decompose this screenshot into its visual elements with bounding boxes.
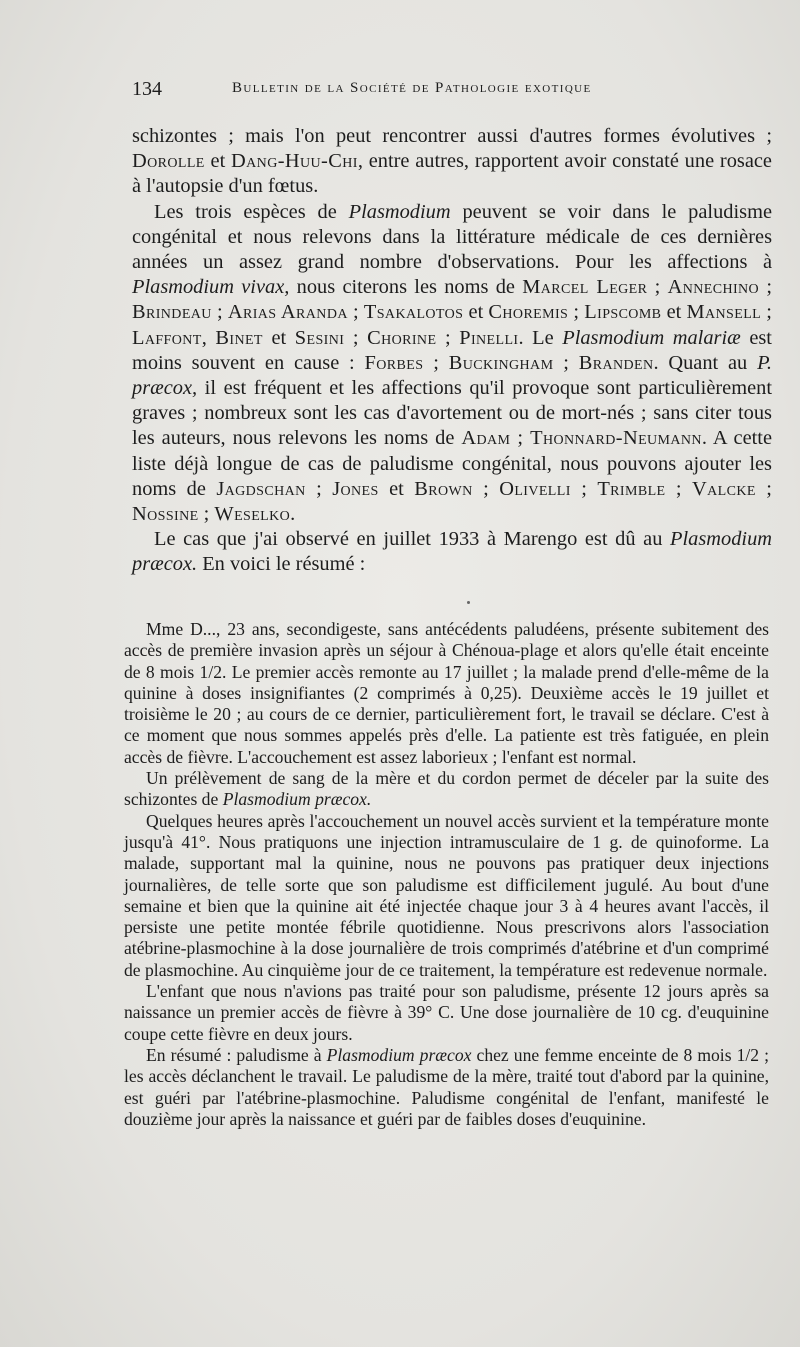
main-text xyxy=(132,124,772,578)
author-name: Branden xyxy=(578,351,654,374)
species-name: Plasmodium præcox xyxy=(326,1044,472,1065)
author-name: Laffont xyxy=(132,326,202,349)
case-summary: En résumé : paludisme à Plasmodium præcox chez une femme enceinte de 8 mois 1/2 ; les accès déclanchent le travail. Le paludisme de la mère, traité tout d'abord par la quinine, est guéri par l'atébrine-plasmochine. Paludisme congénital de l'enfant, manifesté le douzième jour après la naissance et guéri par de faibles doses d'euquinine. xyxy=(124,1044,770,1129)
case-paragraph: Quelques heures après l'accouchement un nouvel accès survient et la température monte jusqu'à 41°. Nous pratiquons une injection intramusculaire de 1 g. de quinoforme. La malade, supportant mal la quinine, nous ne pouvons pas pratiquer deux injections journalières, de telle sorte que son paludisme est difficilement jugulé. Au bout d'une semaine et bien que la quinine ait été injectée chaque jour 3 à 4 heures avant l'accès, il persiste une petite montée fébrile quotidienne. Nous prescrivons alors l'association atébrine-plasmochine à la dose journalière de trois comprimés d'atébrine et d'un comprimé de plasmochine. Au cinquième jour de ce traitement, la température est redevenue normale. xyxy=(124,810,769,980)
species-name: P. præcox, xyxy=(132,351,772,400)
author-name: Arias Aranda xyxy=(227,301,348,324)
author-name: Thonnard-Neumann xyxy=(530,427,702,450)
author-name: Valcke xyxy=(692,477,756,500)
author-name: Mansell xyxy=(686,301,762,324)
author-name: Brindeau xyxy=(132,301,212,324)
author-name: Tsakalotos xyxy=(363,301,464,324)
author-name: Jagdschan xyxy=(216,477,306,500)
case-report xyxy=(124,619,769,1130)
species-name: Plasmodium præcox. xyxy=(222,789,372,810)
author-name: Nossine xyxy=(132,503,199,526)
paragraph-literature: Les trois espèces de Plasmodium peuvent se voir dans le paludisme congénital et nous relevons dans la littérature médicale de ces dernières années un assez grand nombre d'observations. Pour les affections à Plasmodium vivax, nous citerons les noms de Marcel Leger ; Annechino ; Brindeau ; Arias Aranda ; Tsakalotos et Choremis ; Lipscomb et Mansell ; Laffont, Binet et Sesini ; Chorine ; Pinelli. Le Plasmodium malariæ est moins souvent en cause : Forbes ; Buckingham ; Branden. Quant au P. præcox, il est fréquent et les affections qu'il provoque sont particulièrement graves ; nombreux sont les cas d'avortement ou de mort-nés ; sans citer tous les auteurs, nous relevons les noms de Adam ; Thonnard-Neumann. A cette liste déjà longue de cas de paludisme congénital, nous pouvons ajouter les noms de Jagdschan ; Jones et Brown ; Olivelli ; Trimble ; Valcke ; Nossine ; Weselko. xyxy=(132,200,773,526)
author-name: Forbes xyxy=(364,351,424,374)
author-name: Annechino xyxy=(667,276,760,299)
author-name: Lipscomb xyxy=(584,301,662,324)
author-name: Pinelli xyxy=(459,326,519,349)
page-header xyxy=(132,78,772,106)
species-name: Plasmodium malariæ xyxy=(562,326,741,349)
author-name: Buckingham xyxy=(448,351,554,374)
author-name: Jones xyxy=(332,477,379,500)
author-name: Brown xyxy=(414,477,473,500)
paragraph-continuation: schizontes ; mais l'on peut rencontrer aussi d'autres formes évolutives ; Dorolle et Dang-Huu-Chi, entre autres, rapportent avoir constaté une rosace à l'autopsie d'un fœtus. xyxy=(132,125,772,198)
case-paragraph: L'enfant que nous n'avions pas traité pour son paludisme, présente 12 jours après sa naissance un premier accès de fièvre à 39° C. Une dose journalière de 10 cg. d'euquinine coupe cette fièvre en deux jours. xyxy=(124,981,769,1044)
author-name: Dorolle xyxy=(132,150,205,173)
running-title: Bulletin de la Société de Pathologie exotique xyxy=(232,80,592,96)
author-name: Weselko xyxy=(214,503,291,526)
author-name: Sesini xyxy=(294,326,345,349)
species-name: Plasmodium præcox. xyxy=(132,528,772,576)
separator-dot xyxy=(467,601,470,604)
case-paragraph: Un prélèvement de sang de la mère et du cordon permet de déceler par la suite des schizontes de Plasmodium præcox. xyxy=(124,768,769,810)
author-name: Olivelli xyxy=(499,477,571,500)
author-name: Trimble xyxy=(597,477,666,500)
page-number: 134 xyxy=(132,78,162,100)
paragraph-case-intro: Le cas que j'ai observé en juillet 1933 à Marengo est dû au Plasmodium præcox. En voici le résumé : xyxy=(132,528,772,576)
author-name: Chorine xyxy=(367,326,437,349)
author-name: Binet xyxy=(215,326,263,349)
species-name: Plasmodium xyxy=(348,200,451,223)
species-name: Plasmodium vivax, xyxy=(132,276,290,299)
author-name: Dang-Huu-Chi xyxy=(231,150,358,173)
author-name: Adam xyxy=(461,427,511,450)
case-paragraph: Mme D..., 23 ans, secondigeste, sans antécédents paludéens, présente subitement des accès de première invasion après un séjour à Chénoua-plage et alors qu'elle était enceinte de 8 mois 1/2. Le premier accès remonte au 17 juillet ; la malade prend d'elle-même de la quinine à doses insignifiantes (2 comprimés à 0,25). Deuxième accès le 19 juillet et troisième le 20 ; au cours de ce dernier, particulièrement fort, le travail se déclare. C'est à ce moment que nous sommes appelés près d'elle. La patiente est très fatiguée, en plein accès de fièvre. L'accouchement est assez laborieux ; l'enfant est normal. xyxy=(124,619,769,767)
author-name: Marcel Leger xyxy=(522,276,648,299)
author-name: Choremis xyxy=(488,301,569,324)
